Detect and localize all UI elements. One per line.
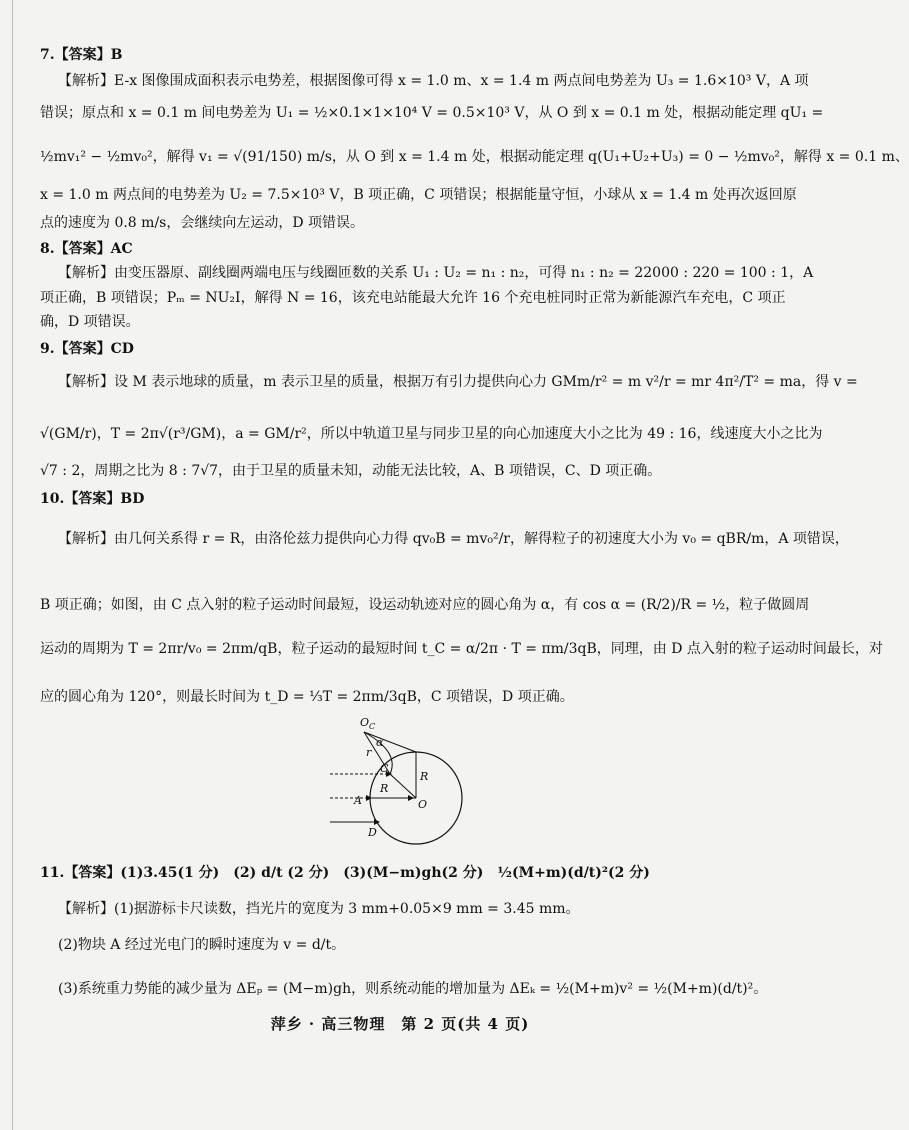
q11-line-1: 【解析】(1)据游标卡尺读数，挡光片的宽度为 3 mm+0.05×9 mm = 3.45 mm。 xyxy=(58,901,580,917)
q7-header: 7.【答案】B xyxy=(40,47,123,63)
label-d: D xyxy=(368,826,377,839)
q8-line-3: 确，D 项错误。 xyxy=(40,314,140,330)
q10-line-2: B 项正确；如图，由 C 点入射的粒子运动时间最短，设运动轨迹对应的圆心角为 α，有 cos α = (R/2)/R = ½，粒子做圆周 xyxy=(40,597,810,613)
label-alpha: α xyxy=(376,736,384,749)
arrow-d-icon xyxy=(374,819,380,825)
q8-header: 8.【答案】AC xyxy=(40,241,133,257)
q10-line-1: 【解析】由几何关系得 r = R，由洛伦兹力提供向心力得 qv₀B = mv₀²/r，解得粒子的初速度大小为 v₀ = qBR/m，A 项错误， xyxy=(58,531,849,547)
q10-header: 10.【答案】BD xyxy=(40,491,145,507)
label-r: r xyxy=(366,746,372,759)
label-c: C xyxy=(380,762,389,775)
q9-line-2: √(GM/r)，T = 2π√(r³/GM)，a = GM/r²，所以中轨道卫星与同步卫星的向心加速度大小之比为 49 : 16，线速度大小之比为 xyxy=(40,426,823,442)
radius-line-oc-top xyxy=(364,732,416,752)
label-r-horizontal: R xyxy=(380,782,389,795)
q11-line-3: (3)系统重力势能的减少量为 ΔEₚ = (M−m)gh，则系统动能的增加量为 ΔEₖ = ½(M+m)v² = ½(M+m)(d/t)²。 xyxy=(58,981,768,997)
label-o: O xyxy=(418,798,428,811)
radius-line-c-o xyxy=(390,774,416,798)
label-oc-sub: C xyxy=(369,722,376,731)
q7-line-4: x = 1.0 m 两点间的电势差为 U₂ = 7.5×10³ V，B 项正确，C 项错误；根据能量守恒，小球从 x = 1.4 m 处再次返回原 xyxy=(40,187,797,203)
label-oc: O xyxy=(360,716,370,729)
q9-line-3: √7 : 2，周期之比为 8 : 7√7，由于卫星的质量未知，动能无法比较，A、B 项错误，C、D 项正确。 xyxy=(40,463,662,479)
q10-line-3: 运动的周期为 T = 2πr/v₀ = 2πm/qB，粒子运动的最短时间 t_C = α/2π · T = πm/3qB，同理，由 D 点入射的粒子运动时间最长，对 xyxy=(40,641,883,657)
q11-line-2: (2)物块 A 经过光电门的瞬时速度为 v = d/t。 xyxy=(58,937,346,953)
q8-line-2: 项正确，B 项错误；Pₘ = NU₂I，解得 N = 16，该充电站能最大允许 16 个充电桩同时正常为新能源汽车充电，C 项正 xyxy=(40,290,786,306)
q7-line-2: 错误；原点和 x = 0.1 m 间电势差为 U₁ = ½×0.1×1×10⁴ V = 0.5×10³ V，从 O 到 x = 0.1 m 处，根据动能定理 qU₁ = xyxy=(40,105,824,121)
q7-line-5: 点的速度为 0.8 m/s，会继续向左运动，D 项错误。 xyxy=(40,215,365,231)
q9-line-1: 【解析】设 M 表示地球的质量，m 表示卫星的质量，根据万有引力提供向心力 GMm/r² = m v²/r = mr 4π²/T² = ma，得 v = xyxy=(58,374,858,390)
circle-trajectory-diagram xyxy=(320,712,490,842)
label-a: A xyxy=(354,794,362,807)
q7-line-1: 【解析】E-x 图像围成面积表示电势差，根据图像可得 x = 1.0 m、x = 1.4 m 两点间电势差为 U₃ = 1.6×10³ V，A 项 xyxy=(58,73,809,89)
arrow-a-icon xyxy=(366,795,372,801)
label-r-vertical: R xyxy=(420,770,429,783)
q11-header: 11.【答案】(1)3.45(1 分) (2) d/t (2 分) (3)(M−m)gh(2 分) ½(M+m)(d/t)²(2 分) xyxy=(40,865,650,881)
page-footer: 萍乡 · 高三物理 第 2 页(共 4 页) xyxy=(270,1015,530,1033)
page-edge xyxy=(12,0,13,1130)
q7-line-3: ½mv₁² − ½mv₀²，解得 v₁ = √(91/150) m/s，从 O 到 x = 1.4 m 处，根据动能定理 q(U₁+U₂+U₃) = 0 − ½mv₀²，解得 x = 0.1 m、 xyxy=(40,149,909,165)
q9-header: 9.【答案】CD xyxy=(40,341,134,357)
q10-line-4: 应的圆心角为 120°，则最长时间为 t_D = ⅓T = 2πm/3qB，C 项错误，D 项正确。 xyxy=(40,689,574,705)
q8-line-1: 【解析】由变压器原、副线圈两端电压与线圈匝数的关系 U₁ : U₂ = n₁ : n₂，可得 n₁ : n₂ = 22000 : 220 = 100 : 1，A xyxy=(58,265,814,281)
